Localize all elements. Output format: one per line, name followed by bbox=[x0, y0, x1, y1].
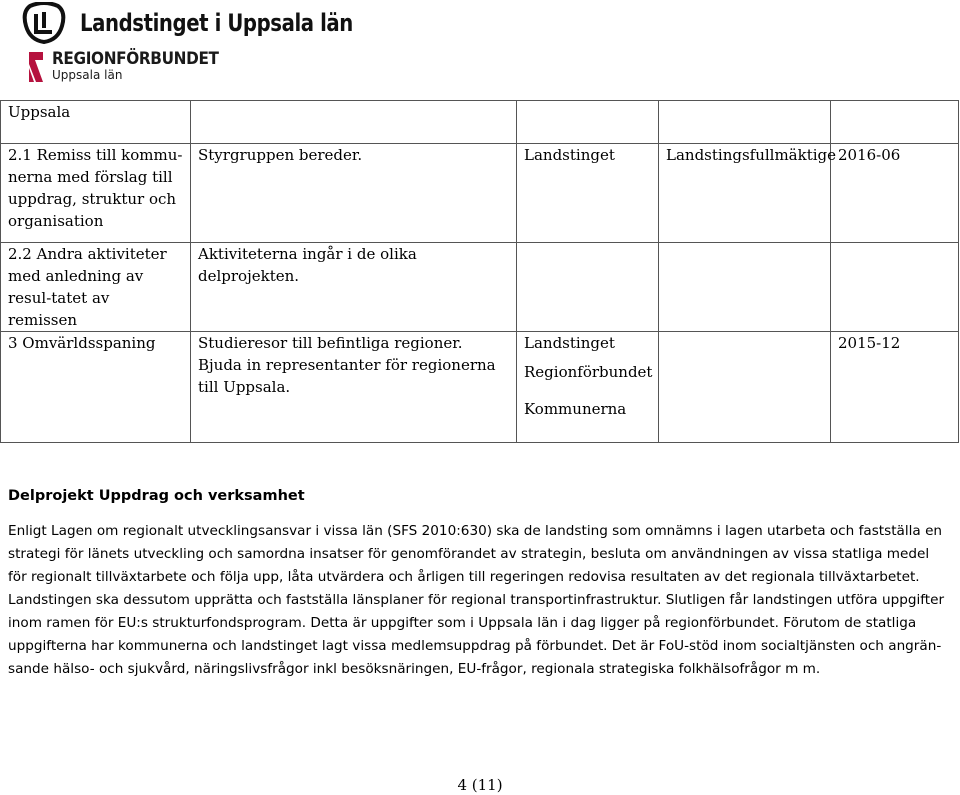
table-header-cell: Uppsala bbox=[1, 101, 191, 144]
date-cell: 2015-12 bbox=[831, 332, 959, 443]
activity-cell: 2.2 Andra aktiviteter med anledning av resul-tatet av remissen bbox=[1, 243, 191, 332]
description-cell: Styrgruppen bereder. bbox=[191, 144, 517, 243]
responsible-cell bbox=[517, 243, 659, 332]
table-row bbox=[1, 101, 959, 144]
landstinget-logo-text: Landstinget i Uppsala län bbox=[80, 9, 353, 37]
description-cell: Studieresor till befintliga regioner. Bjuda in representanter för regionerna till Uppsala. bbox=[191, 332, 517, 443]
table-row bbox=[1, 144, 959, 243]
decision-cell bbox=[659, 243, 831, 332]
responsible-cell bbox=[517, 332, 659, 443]
section-heading: Delprojekt Uppdrag och verksamhet bbox=[8, 488, 305, 504]
responsible-line: Regionförbundet bbox=[524, 363, 653, 381]
section-body: Enligt Lagen om regionalt utvecklingsansvar i vissa län (SFS 2010:630) ska de landsting som omnämns i lagen utarbeta och fastställa en strategi för länets utveckling och samordna insatser för genomförandet av strategin, besluta om användningen av vissa statliga medel för regionalt tillväxtarbete och följa upp, låta utvärdera och årligen till regeringen redovisa resultaten av det regionala tillväxtarbetet. Landstingen ska dessutom upprätta och fastställa länsplaner för regional transportinfrastruktur. Slutligen får landstingen utföra uppgifter inom ramen för EU:s strukturfondsprogram. Detta är uppgifter som i Uppsala län i dag ligger på regionförbundet. Förutom de statliga uppgifterna har kommunerna och landstinget lagt vissa medlemsuppdrag på förbundet. Det är FoU-stöd inom socialtjänsten och angrän-sande hälso- och sjukvård, näringslivsfrågor inkl besöksnäringen, EU-frågor, regionala strategiska folkhälsofrågor m m. bbox=[8, 523, 945, 677]
landstinget-logo bbox=[22, 2, 413, 44]
landstinget-emblem-icon bbox=[22, 2, 66, 44]
responsible-cell: Landstinget bbox=[517, 144, 659, 243]
project-plan-table bbox=[0, 100, 959, 443]
regionforbundet-logo-text: REGIONFÖRBUNDET bbox=[52, 49, 219, 69]
date-cell bbox=[831, 243, 959, 332]
regionforbundet-logo bbox=[26, 50, 237, 84]
responsible-line: Kommunerna bbox=[524, 400, 627, 418]
header-logos bbox=[22, 0, 353, 92]
regionforbundet-emblem-icon bbox=[26, 50, 46, 84]
activity-cell: 2.1 Remiss till kommu-nerna med förslag till uppdrag, struktur och organisation bbox=[1, 144, 191, 243]
date-cell: 2016-06 bbox=[831, 144, 959, 243]
description-cell: Aktiviteterna ingår i de olika delprojekten. bbox=[191, 243, 517, 332]
regionforbundet-logo-subtext: Uppsala län bbox=[52, 68, 123, 82]
decision-cell: Landstingsfullmäktige bbox=[659, 144, 831, 243]
table-row bbox=[1, 332, 959, 443]
responsible-line: Landstinget bbox=[524, 334, 615, 352]
activity-cell: 3 Omvärldsspaning bbox=[1, 332, 191, 443]
decision-cell bbox=[659, 332, 831, 443]
page-number: 4 (11) bbox=[457, 776, 503, 794]
table-row bbox=[1, 243, 959, 332]
subproject-section bbox=[8, 488, 952, 681]
